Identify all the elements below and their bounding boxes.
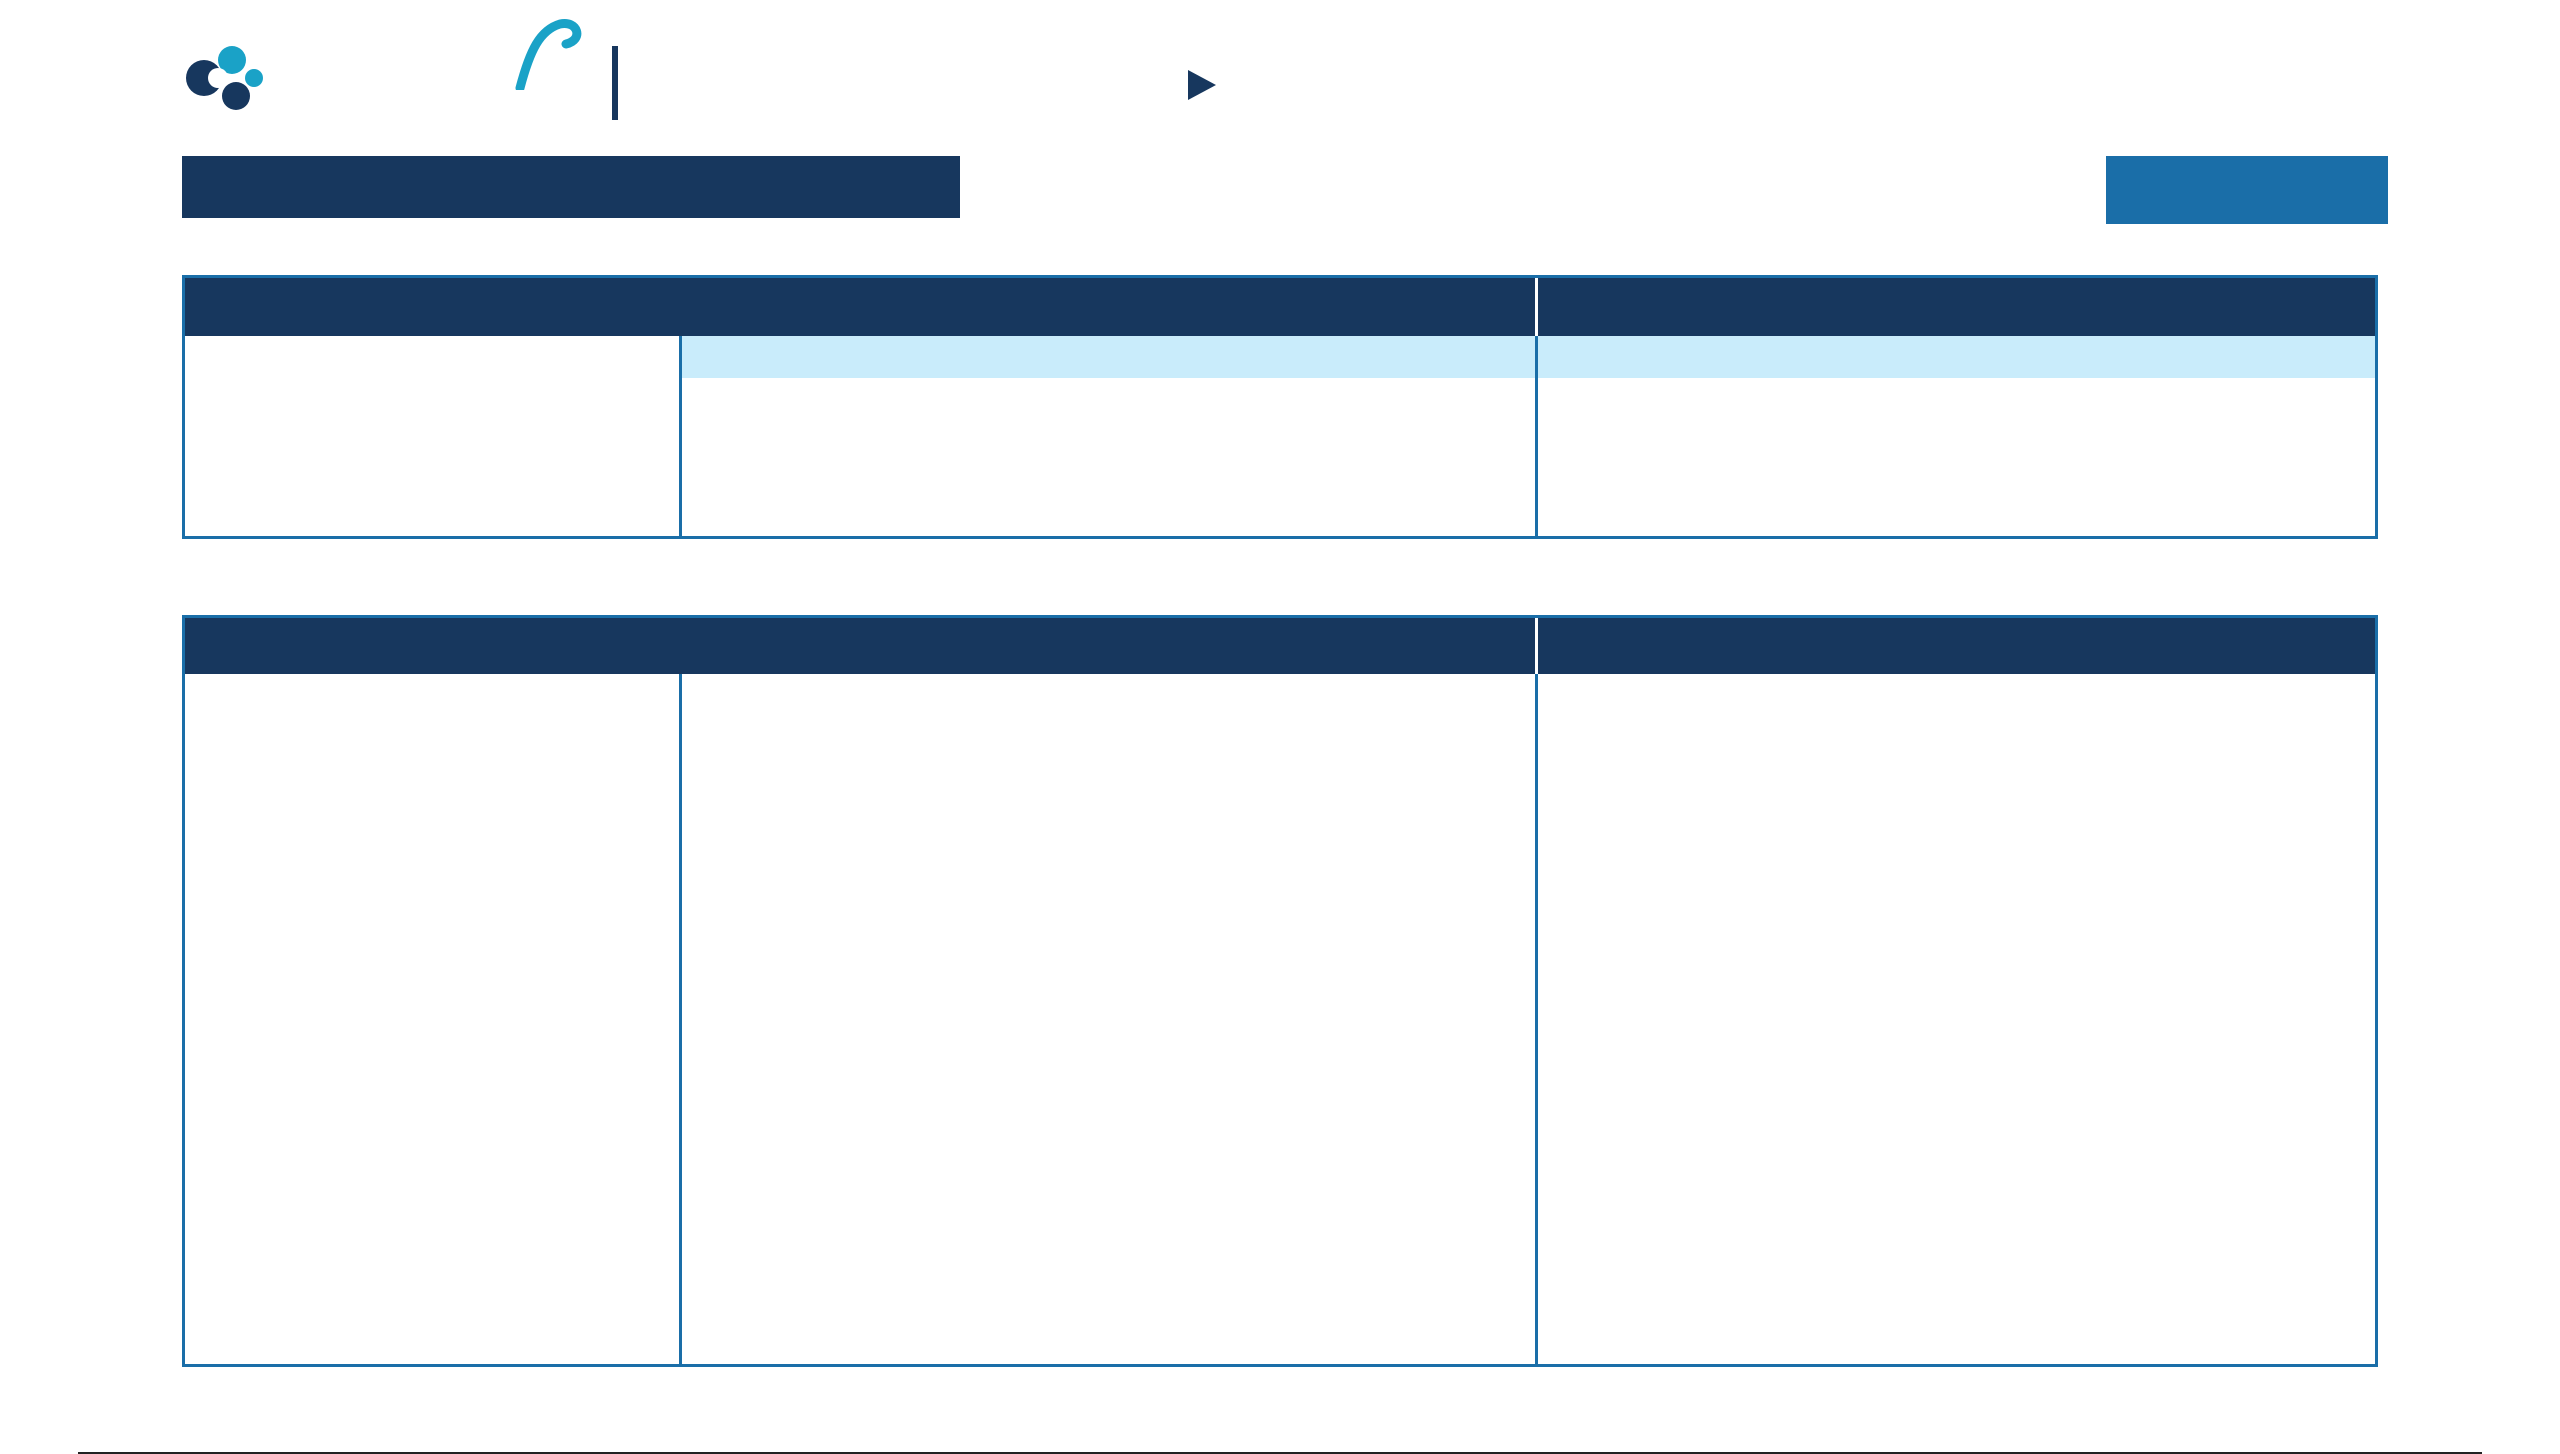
detail-group-separator: [1535, 618, 1538, 674]
col-month-variation: [1365, 336, 1531, 378]
summary-column-header: [185, 336, 2375, 378]
detail-label-separator: [679, 674, 682, 1364]
logo-swoosh-icon: [500, 10, 590, 90]
detail-group-ytd: [1538, 618, 2375, 674]
summary-table: [182, 275, 2378, 539]
col-ytd-2021: [1925, 336, 2175, 378]
fsmi-logo-mark: [174, 38, 270, 118]
group-separator: [1535, 278, 1538, 336]
col-ytd-variation: [2201, 336, 2369, 378]
label-separator: [679, 336, 682, 536]
col-month-2022: [679, 336, 999, 378]
group-ytd: [1538, 278, 2375, 336]
col-month-2021: [1085, 336, 1335, 378]
period-badge: [2106, 156, 2388, 224]
empty-corner: [185, 278, 679, 336]
region-banner: [182, 156, 960, 218]
group-month: [679, 278, 1535, 336]
detail-group-month: [679, 618, 1535, 674]
detail-group-header: [185, 618, 2375, 674]
summary-group-header: [185, 278, 2375, 336]
month-ytd-separator: [1535, 336, 1538, 536]
empty-label-header: [185, 336, 679, 378]
triangle-arrow-icon: [1188, 70, 1216, 100]
header-divider: [612, 46, 618, 120]
detail-month-ytd-separator: [1535, 674, 1538, 1364]
detail-table: [182, 615, 2378, 1367]
col-ytd-2022: [1545, 336, 1845, 378]
